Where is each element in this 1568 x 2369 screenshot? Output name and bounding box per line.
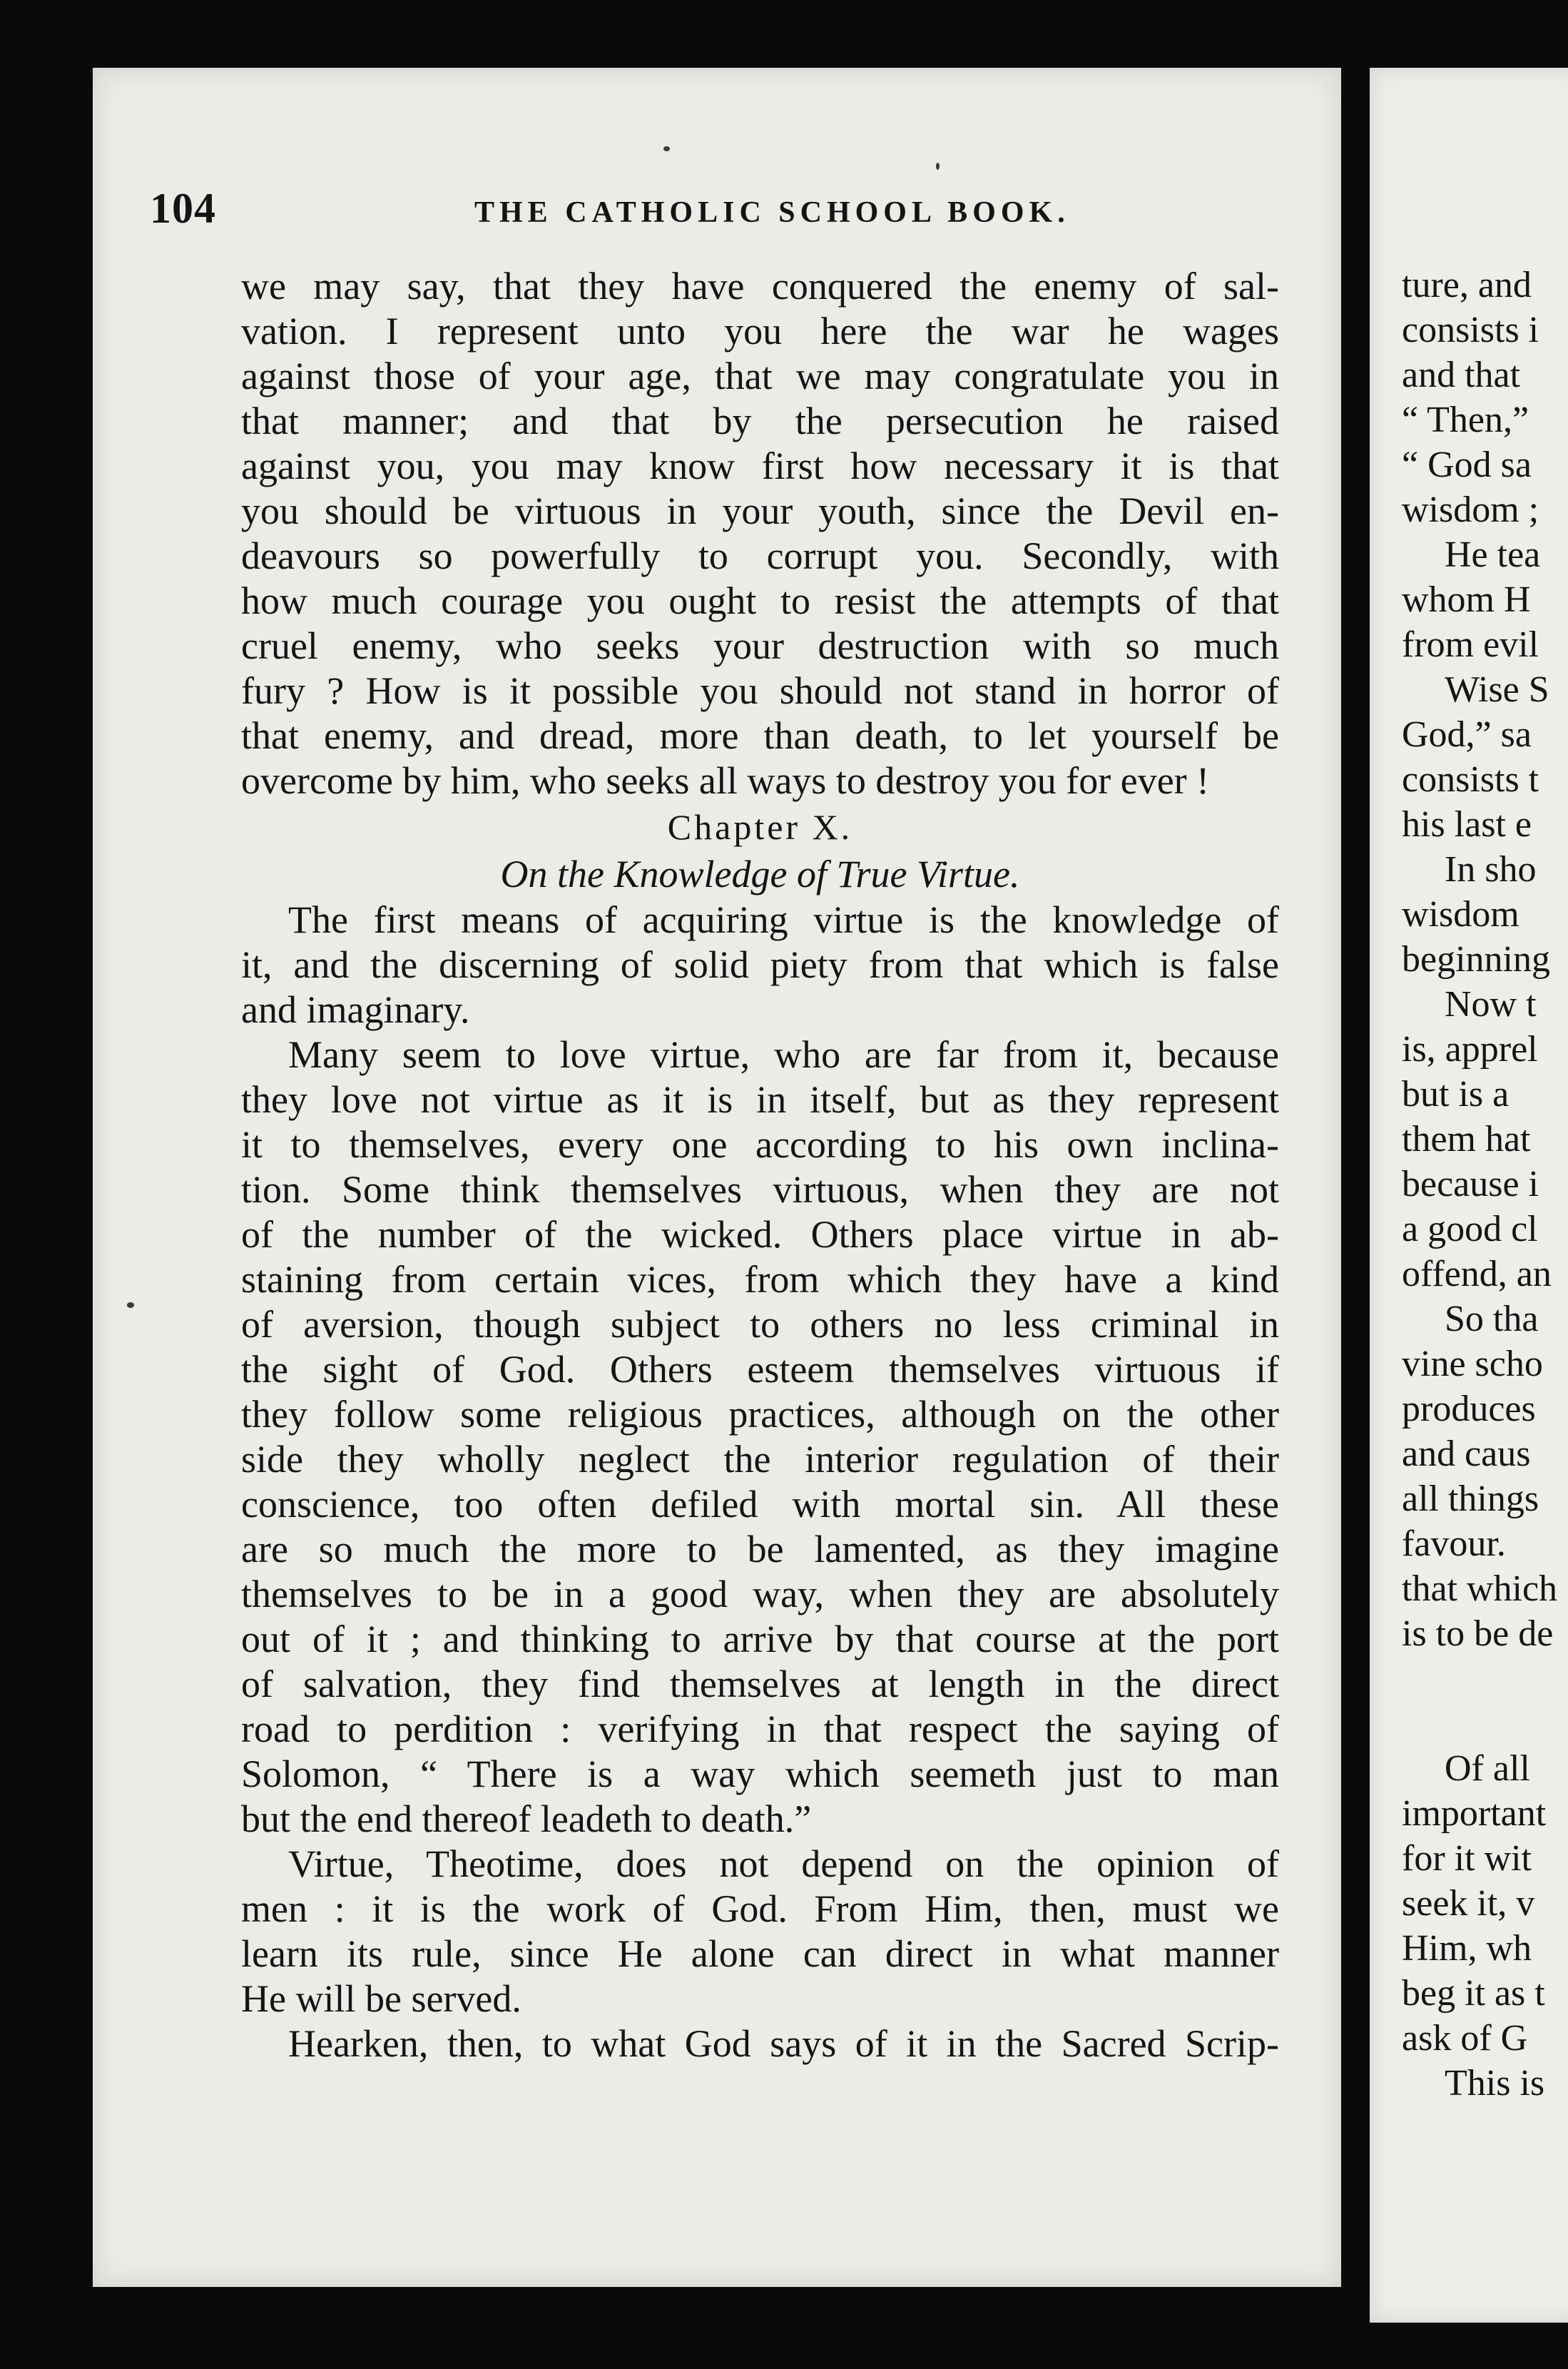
facing-line: wisdom: [1402, 894, 1519, 935]
facing-line: offend, an: [1402, 1254, 1552, 1294]
text-line: that enemy, and dread, more than death, to let yourself be: [241, 714, 1279, 757]
facing-gap: [1402, 1656, 1568, 1746]
text-line: He will be served.: [241, 1977, 521, 2020]
text-line: themselves to be in a good way, when they are absolutely: [241, 1573, 1279, 1615]
facing-line: is to be de: [1402, 1613, 1554, 1654]
text-line: we may say, that they have conquered the enemy of sal-: [241, 265, 1279, 308]
facing-line: “ Then,”: [1402, 400, 1529, 440]
running-title: THE CATHOLIC SCHOOL BOOK.: [474, 196, 1070, 229]
facing-line: from evil: [1402, 624, 1539, 665]
text-line: but the end thereof leadeth to death.”: [241, 1797, 812, 1840]
text-line: road to perdition : verifying in that respect the saying of: [241, 1708, 1279, 1750]
text-line: The first means of acquiring virtue is the knowledge of: [288, 898, 1279, 941]
text-line: vation. I represent unto you here the war he wages: [241, 310, 1279, 352]
text-line: against those of your age, that we may congratulate you in: [241, 355, 1279, 397]
text-line: that manner; and that by the persecution he raised: [241, 400, 1279, 442]
facing-line: because i: [1402, 1164, 1539, 1204]
facing-line: is, apprel: [1402, 1029, 1538, 1070]
text-line: conscience, too often defiled with mortal sin. All these: [241, 1483, 1279, 1526]
facing-line: a good cl: [1402, 1209, 1538, 1249]
text-line: against you, you may know first how necessary it is that: [241, 445, 1279, 487]
facing-line: seek it, v: [1402, 1883, 1535, 1924]
text-line: deavours so powerfully to corrupt you. Secondly, with: [241, 534, 1279, 577]
chapter-subtitle: On the Knowledge of True Virtue.: [500, 853, 1020, 896]
facing-line: for it wit: [1402, 1838, 1532, 1879]
text-line: staining from certain vices, from which they have a kind: [241, 1258, 1279, 1301]
facing-line: In sho: [1445, 849, 1537, 890]
facing-line: and that: [1402, 355, 1521, 395]
text-line: tion. Some think themselves virtuous, when they are not: [241, 1168, 1279, 1211]
text-line: of aversion, though subject to others no less criminal in: [241, 1303, 1279, 1346]
main-text-block: [241, 264, 1279, 2066]
text-line: are so much the more to be lamented, as they imagine: [241, 1528, 1279, 1571]
text-line: they follow some religious practices, although on the other: [241, 1393, 1279, 1436]
text-line: of the number of the wicked. Others place virtue in ab-: [241, 1213, 1279, 1256]
text-line: learn its rule, since He alone can direct in what manner: [241, 1932, 1279, 1975]
text-line: cruel enemy, who seeks your destruction with so much: [241, 624, 1279, 667]
facing-line: important: [1402, 1793, 1547, 1834]
facing-line: favour.: [1402, 1523, 1506, 1564]
text-line: the sight of God. Others esteem themselves virtuous if: [241, 1348, 1279, 1391]
facing-line: beg it as t: [1402, 1973, 1545, 2014]
text-line: it to themselves, every one according to his own inclina-: [241, 1123, 1279, 1166]
facing-page-text: [1402, 263, 1568, 2106]
facing-line: ture, and: [1402, 265, 1532, 305]
text-line: out of it ; and thinking to arrive by that course at the port: [241, 1618, 1279, 1660]
text-line: Hearken, then, to what God says of it in the Sacred Scrip-: [288, 2022, 1279, 2065]
running-head: [150, 184, 1277, 241]
text-line: how much courage you ought to resist the attempts of that: [241, 579, 1279, 622]
facing-line: consists t: [1402, 759, 1539, 800]
text-line: you should be virtuous in your youth, since the Devil en-: [241, 489, 1279, 532]
facing-line: whom H: [1402, 579, 1531, 620]
facing-line: “ God sa: [1402, 445, 1532, 485]
facing-line: beginning: [1402, 939, 1550, 980]
facing-line: Of all: [1445, 1748, 1530, 1789]
text-line: and imaginary.: [241, 988, 470, 1031]
facing-line: Now t: [1445, 984, 1537, 1025]
facing-line: all things: [1402, 1478, 1539, 1519]
ink-speck: [936, 163, 940, 170]
page-number: 104: [150, 185, 216, 232]
facing-line: and caus: [1402, 1434, 1531, 1474]
text-line: it, and the discerning of solid piety from that which is false: [241, 943, 1279, 986]
text-line: they love not virtue as it is in itself, but as they represent: [241, 1078, 1279, 1121]
text-line: Virtue, Theotime, does not depend on the opinion of: [288, 1842, 1279, 1885]
facing-line: Him, wh: [1402, 1928, 1532, 1969]
facing-line: that which: [1402, 1568, 1558, 1609]
facing-line: Wise S: [1445, 669, 1549, 710]
facing-line: vine scho: [1402, 1344, 1543, 1384]
facing-line: produces: [1402, 1389, 1536, 1429]
ink-speck: [663, 146, 670, 151]
text-line: Many seem to love virtue, who are far from it, because: [288, 1033, 1279, 1076]
facing-line: but is a: [1402, 1074, 1510, 1115]
facing-line: God,” sa: [1402, 714, 1532, 755]
text-line: Solomon, “ There is a way which seemeth just to man: [241, 1752, 1279, 1795]
ink-speck: [127, 1302, 134, 1308]
chapter-title: Chapter X.: [667, 807, 853, 847]
facing-line: wisdom ;: [1402, 489, 1539, 530]
facing-line: So tha: [1445, 1299, 1539, 1339]
text-line: men : it is the work of God. From Him, then, must we: [241, 1887, 1279, 1930]
facing-line: ask of G: [1402, 2018, 1528, 2059]
text-line: overcome by him, who seeks all ways to destroy you for ever !: [241, 759, 1210, 802]
facing-line: He tea: [1445, 534, 1541, 575]
text-line: of salvation, they find themselves at length in the direct: [241, 1663, 1279, 1705]
facing-line: This is: [1445, 2063, 1545, 2104]
text-line: fury ? How is it possible you should not stand in horror of: [241, 669, 1279, 712]
facing-line: consists i: [1402, 310, 1539, 350]
text-line: side they wholly neglect the interior regulation of their: [241, 1438, 1279, 1481]
facing-line: his last e: [1402, 804, 1532, 845]
facing-line: them hat: [1402, 1119, 1531, 1160]
